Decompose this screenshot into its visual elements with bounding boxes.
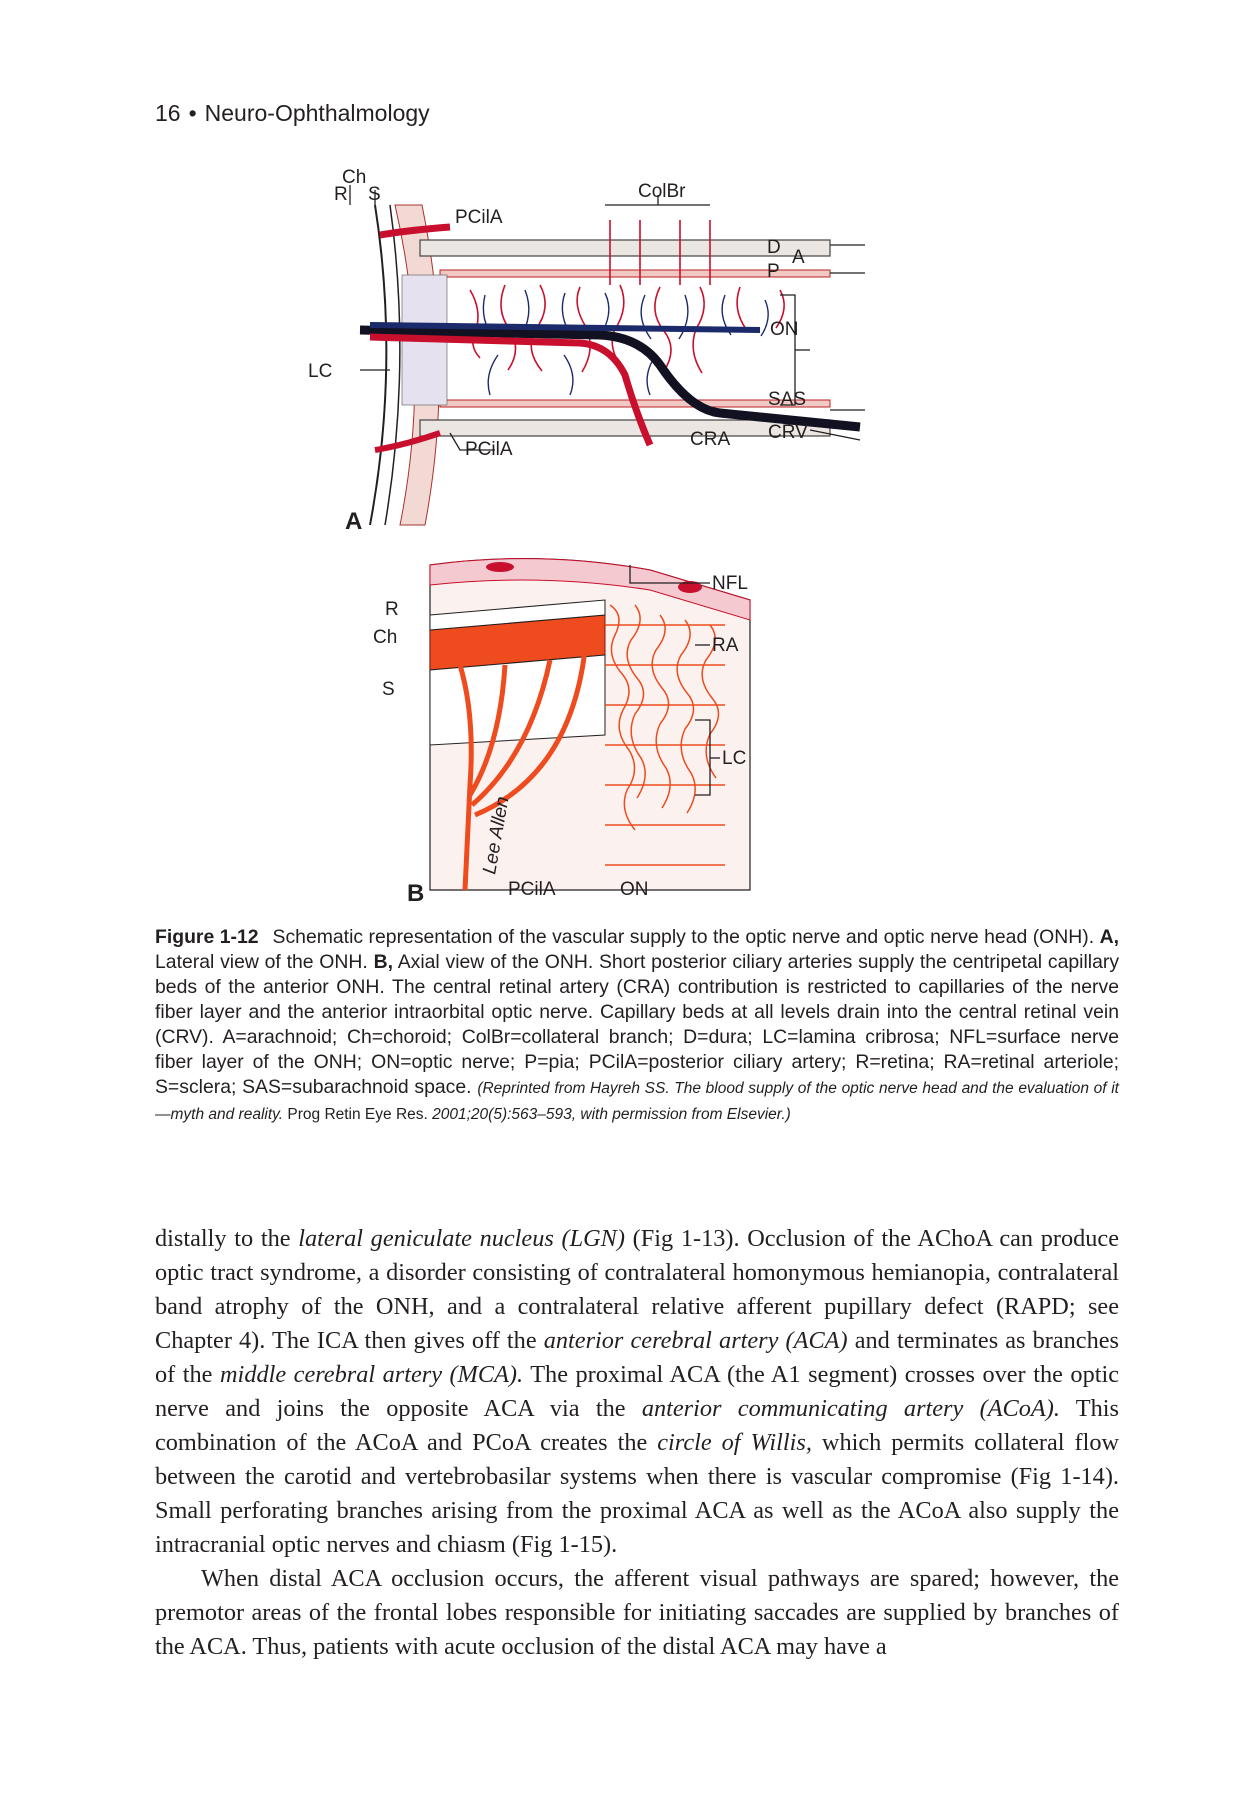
- body-term-mca: middle cerebral artery (MCA).: [220, 1361, 524, 1388]
- panel-b-label-ra: RA: [712, 635, 739, 656]
- caption-credit-2: 2001;20(5):563–593, with permission from Elsevier.): [432, 1106, 791, 1123]
- body-text-run: which permits collateral flow between the carotid and vertebrobasilar systems when there is vascular compromise (Fig 1-14). Small perforating branches arising from the proximal ACA as well as the ACoA also supply the intracranial optic nerves and chiasm (Fig 1-15).: [155, 1429, 1120, 1558]
- running-title: Neuro-Ophthalmology: [204, 100, 430, 126]
- panel-a-letter: A: [345, 508, 363, 535]
- panel-a-label-pcila-top: PCilA: [455, 207, 503, 228]
- body-term-circle-of-willis: circle of Willis,: [657, 1429, 812, 1456]
- panel-b-label-ch: Ch: [373, 627, 398, 648]
- panel-a-label-p: P: [767, 261, 780, 282]
- panel-a-label-colbr: ColBr: [638, 181, 686, 202]
- figure-panel-b: [373, 545, 840, 925]
- panel-a-label-r: R: [334, 184, 348, 205]
- panel-a-label-crv: CRV: [768, 422, 808, 443]
- panel-b-artist-signature: Lee Allen: [479, 794, 514, 876]
- body-paragraph-2: When distal ACA occlusion occurs, the afferent visual pathways are spared; however, the premotor areas of the frontal lobes responsible for initiating saccades are supplied by branches of the ACA. Thus, patients with acute occlusion of the distal ACA may have a: [155, 1565, 1119, 1660]
- panel-b-letter: B: [407, 880, 425, 907]
- body-text-run: The proximal ACA (the A1 segment) crosses over the optic nerve and joins the opposite ACA via the: [155, 1361, 1120, 1422]
- panel-b-label-on: ON: [620, 879, 649, 900]
- panel-a-label-pcila-bottom: PCilA: [465, 439, 513, 460]
- body-term-lgn: lateral geniculate nucleus (LGN): [298, 1225, 625, 1252]
- figure-number: Figure 1-12: [155, 926, 259, 948]
- caption-text-1: Schematic representation of the vascular supply to the optic nerve and optic nerve head (ONH).: [272, 926, 1095, 948]
- panel-b-retinal-arteriole-2: [486, 562, 514, 572]
- panel-a-label-d: D: [767, 237, 781, 258]
- panel-a-label-s: S: [368, 184, 381, 205]
- page-number: 16: [155, 100, 181, 126]
- caption-panel-a-label: A,: [1099, 926, 1119, 948]
- panel-b-label-nfl: NFL: [712, 573, 748, 594]
- body-term-acoa: anterior communicating artery (ACoA).: [641, 1395, 1060, 1422]
- caption-credit-journal: Prog Retin Eye Res.: [287, 1106, 428, 1123]
- panel-b-label-lc: LC: [722, 748, 747, 769]
- panel-a-label-a: A: [792, 247, 805, 268]
- header-separator: •: [188, 100, 197, 126]
- panel-b-label-pcila: PCilA: [508, 879, 556, 900]
- figure-panel-a: [308, 165, 950, 550]
- caption-panel-b-label: B,: [373, 951, 393, 973]
- panel-b-label-s: S: [382, 679, 395, 700]
- caption-credit-1: (Reprinted from Hayreh SS. The blood supply of the optic nerve head and the evaluation of it—myth and reality.: [155, 1080, 1119, 1123]
- panel-b-sclera-band: [430, 655, 605, 745]
- panel-a-label-lc: LC: [308, 361, 333, 382]
- caption-text-a: Lateral view of the ONH.: [155, 951, 368, 973]
- panel-b-label-r: R: [385, 599, 399, 620]
- body-term-aca: anterior cerebral artery (ACA): [543, 1327, 848, 1354]
- body-text: [155, 1222, 1119, 1664]
- panel-a-label-cra: CRA: [690, 429, 731, 450]
- panel-a-label-on: ON: [770, 319, 799, 340]
- panel-a-label-ch: Ch: [342, 167, 367, 188]
- panel-a-sclera-wall: [370, 205, 386, 525]
- figure-caption: [155, 925, 1119, 1127]
- body-text-run: and terminates as branches of the: [155, 1327, 1119, 1388]
- panel-a-label-sas: SAS: [768, 389, 807, 410]
- running-header: [155, 100, 430, 127]
- body-text-run: This combination of the ACoA and PCoA creates the: [155, 1395, 1119, 1456]
- caption-text-b: Axial view of the ONH. Short posterior ciliary arteries supply the centripetal capillary beds of the anterior ONH. The central retinal artery (CRA) contribution is restricted to capillaries of the nerve fiber layer and the anterior intraorbital optic nerve. Capillary beds at all levels drain into the central retinal vein (CRV). A=arachnoid; Ch=choroid; ColBr=collateral branch; D=dura; LC=lamina cribrosa; NFL=surface nerve fiber layer of the ONH; ON=optic nerve; P=pia; PCilA=posterior ciliary artery; R=retina; RA=retinal arteriole; S=sclera; SAS=subarachnoid space.: [155, 951, 1120, 1098]
- body-paragraph-1: [155, 1222, 1119, 1562]
- body-text-run: (Fig 1-13). Occlusion of the AChoA can produce optic tract syndrome, a disorder consisting of contralateral homonymous hemianopia, contralateral band atrophy of the ONH, and a contralateral relative afferent pupillary defect (RAPD; see Chapter 4). The ICA then gives off the: [155, 1225, 1120, 1354]
- body-text-run: distally to the: [155, 1225, 299, 1252]
